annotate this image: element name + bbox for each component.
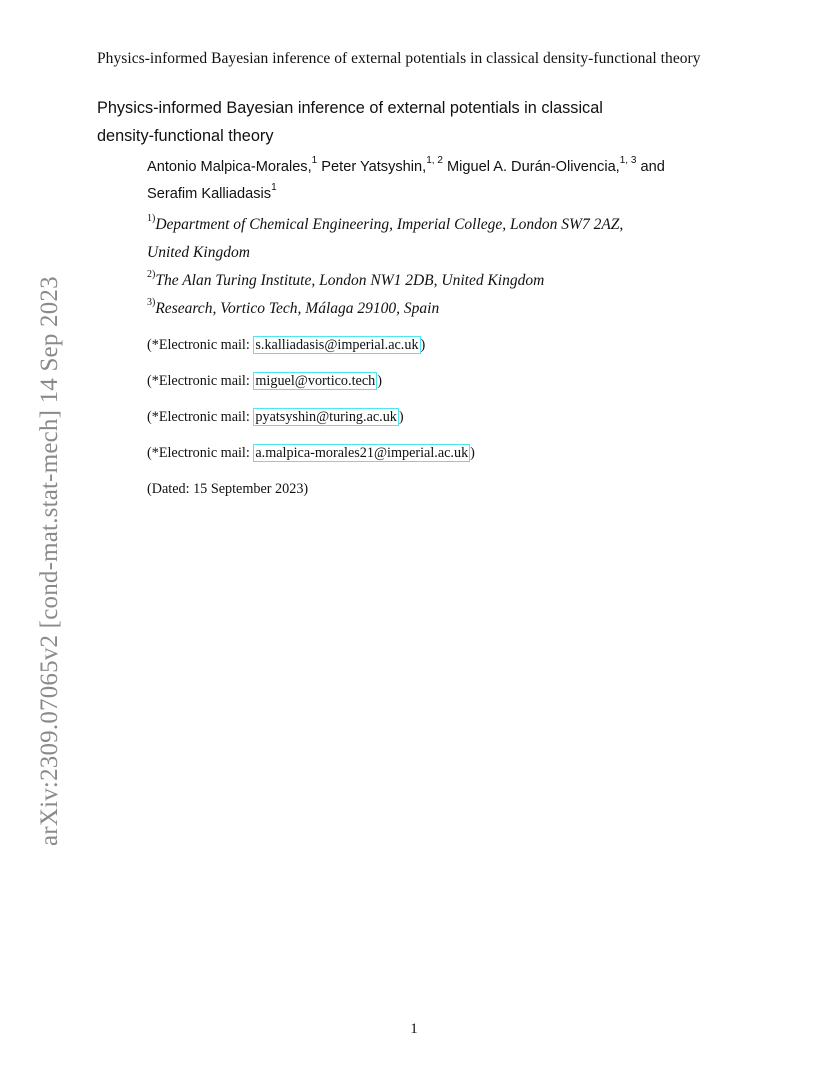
affiliation-3 [147,295,623,323]
affiliation-list [147,211,623,323]
affiliation-1 [147,211,623,239]
email-link[interactable]: miguel@vortico.tech [255,373,376,389]
email-suffix: ) [377,373,382,389]
email-prefix: (*Electronic mail: [147,445,254,461]
affiliation-mark: 3) [147,296,156,308]
affiliation-mark: 1) [147,212,156,224]
paper-title-line-2: density-functional theory [97,127,274,145]
author-line-1 [147,154,665,181]
email-link[interactable]: s.kalliadasis@imperial.ac.uk [255,337,419,353]
affiliation-text: The Alan Turing Institute, London NW1 2DB, United Kingdom [155,272,545,289]
email-line-4 [147,445,475,462]
affiliation-text: Research, Vortico Tech, Málaga 29100, Spain [155,300,440,317]
affiliation-1-continued: United Kingdom [147,244,250,261]
email-prefix: (*Electronic mail: [147,409,254,425]
email-line-3 [147,409,404,426]
email-prefix: (*Electronic mail: [147,373,254,389]
page-number: 1 [410,1021,418,1037]
author-affiliation-mark: 1 [311,155,318,167]
author-list [147,154,665,208]
arxiv-identifier-stamp: arXiv:2309.07065v2 [cond-mat.stat-mech] 14 Sep 2023 [36,276,63,846]
dated-line: (Dated: 15 September 2023) [147,481,309,497]
paper-title-line-1: Physics-informed Bayesian inference of external potentials in classical [97,99,603,117]
author-name: Antonio Malpica-Morales, [147,159,312,175]
affiliation-2 [147,267,623,295]
author-name: Miguel A. Durán-Olivencia, [446,159,620,175]
author-conjunction: and [640,159,665,175]
author-affiliation-mark: 1, 3 [619,155,637,167]
email-suffix: ) [398,409,404,425]
affiliation-mark: 2) [147,268,156,280]
author-line-2 [147,181,665,208]
author-affiliation-mark: 1, 2 [426,155,443,167]
affiliation-text: Department of Chemical Engineering, Imperial College, London SW7 2AZ, [155,216,624,233]
email-line-2 [147,373,382,390]
email-line-1 [147,337,425,354]
email-link[interactable]: pyatsyshin@turing.ac.uk [255,409,397,425]
email-suffix: ) [470,445,475,461]
author-name: Serafim Kalliadasis [147,186,272,202]
author-name: Peter Yatsyshin, [321,159,427,175]
email-link[interactable]: a.malpica-morales21@imperial.ac.uk [255,445,469,461]
author-affiliation-mark: 1 [271,182,277,194]
email-suffix: ) [420,337,426,353]
email-prefix: (*Electronic mail: [147,337,254,353]
running-head: Physics-informed Bayesian inference of external potentials in classical density-functional theory [97,50,701,67]
paper-title [97,94,717,150]
